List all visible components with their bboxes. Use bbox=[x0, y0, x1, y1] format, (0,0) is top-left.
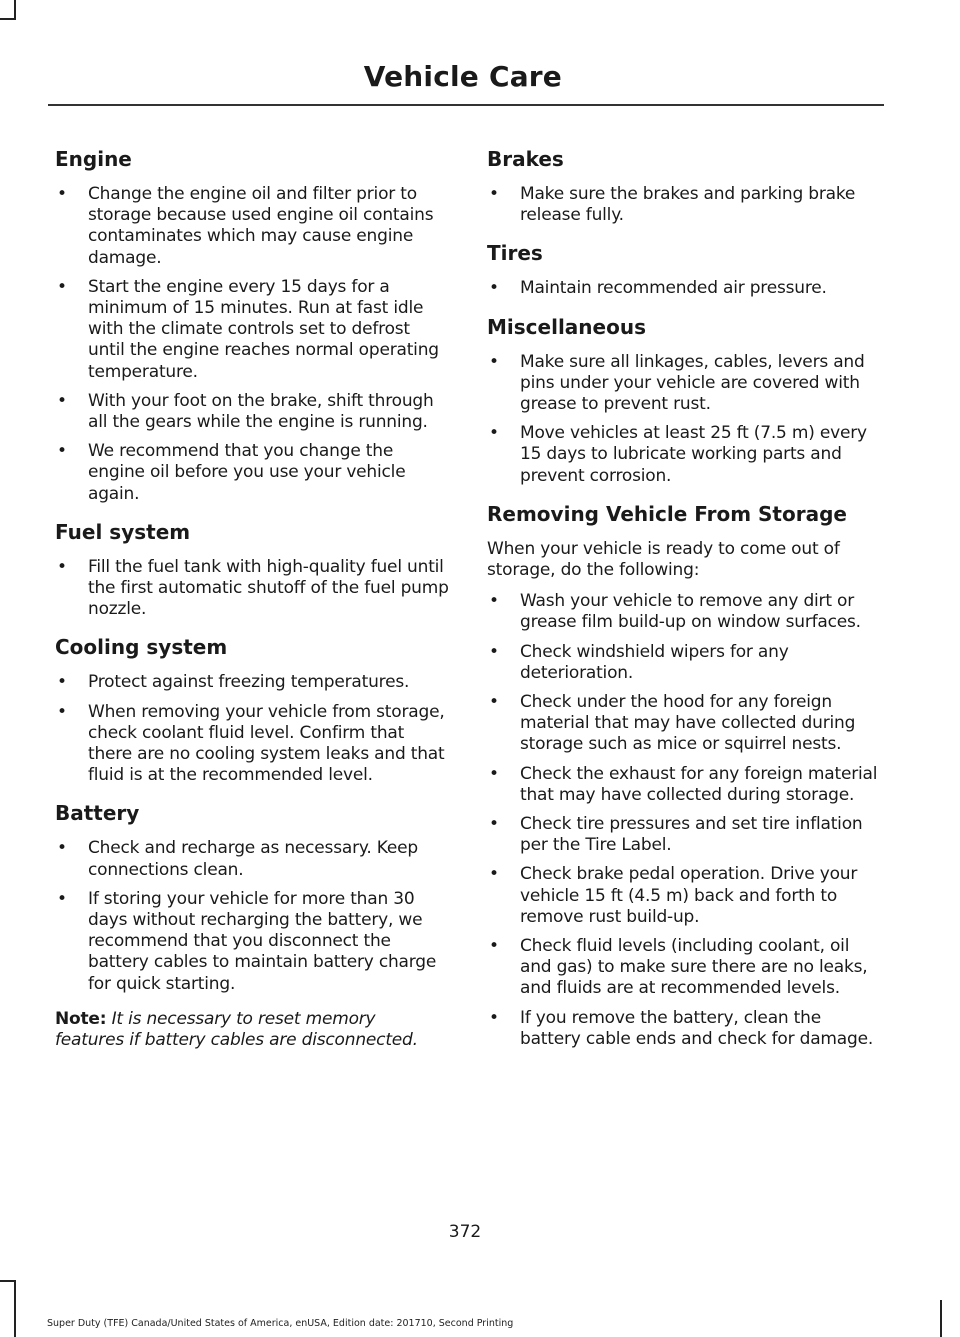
battery-section bbox=[55, 800, 449, 1051]
list-item: • Maintain recommended air pressure. bbox=[487, 278, 881, 299]
list-item: • Protect against freezing temperatures. bbox=[55, 672, 449, 693]
crop-mark-bottom-left-v bbox=[14, 1280, 16, 1337]
list-item: • Check tire pressures and set tire inflation per the Tire Label. bbox=[487, 814, 881, 856]
brakes-list bbox=[487, 184, 881, 226]
cooling-heading: Cooling system bbox=[55, 635, 228, 660]
list-item: • Fill the fuel tank with high-quality fuel until the first automatic shutoff of the fuel pump nozzle. bbox=[55, 557, 449, 621]
list-item: • If you remove the battery, clean the battery cable ends and check for damage. bbox=[487, 1008, 881, 1050]
crop-mark-top-left-h bbox=[0, 18, 16, 20]
engine-heading: Engine bbox=[55, 147, 132, 171]
right-column bbox=[487, 146, 881, 1064]
removing-section bbox=[487, 501, 881, 1050]
list-item: • Wash your vehicle to remove any dirt or grease film build-up on window surfaces. bbox=[487, 591, 881, 633]
list-item: • Move vehicles at least 25 ft (7.5 m) every 15 days to lubricate working parts and prevent corrosion. bbox=[487, 423, 881, 487]
list-item: • Start the engine every 15 days for a minimum of 15 minutes. Run at fast idle with the climate controls set to defrost until the engine reaches normal operating temperature. bbox=[55, 277, 449, 383]
brakes-heading: Brakes bbox=[487, 147, 564, 171]
list-item: • If storing your vehicle for more than 30 days without recharging the battery, we recommend that you disconnect the battery cables to maintain battery charge for quick starting. bbox=[55, 889, 449, 995]
misc-section bbox=[487, 314, 881, 487]
list-item: • Check and recharge as necessary. Keep connections clean. bbox=[55, 838, 449, 880]
engine-list bbox=[55, 184, 449, 505]
left-column bbox=[55, 146, 449, 1061]
removing-heading: Removing Vehicle From Storage bbox=[487, 501, 847, 526]
list-item: • Check windshield wipers for any deterioration. bbox=[487, 642, 881, 684]
engine-section bbox=[55, 146, 449, 505]
fuel-section bbox=[55, 519, 449, 621]
cooling-section bbox=[55, 634, 449, 786]
removing-list bbox=[487, 591, 881, 1050]
tires-heading: Tires bbox=[487, 241, 543, 266]
list-item: • When removing your vehicle from storage, check coolant fluid level. Confirm that there are no cooling system leaks and that fluid is at the recommended level. bbox=[55, 702, 449, 787]
list-item: • We recommend that you change the engine oil before you use your vehicle again. bbox=[55, 441, 449, 505]
list-item: • Check under the hood for any foreign material that may have collected during storage such as mice or squirrel nests. bbox=[487, 692, 881, 756]
battery-heading: Battery bbox=[55, 801, 140, 826]
crop-mark-bottom-left-h bbox=[0, 1280, 16, 1282]
brakes-section bbox=[487, 146, 881, 226]
page-title: Vehicle Care bbox=[363, 60, 562, 93]
footer-edition: Super Duty (TFE) Canada/United States of America, enUSA, Edition date: 201710, Second Printing bbox=[47, 1318, 514, 1329]
list-item: • Make sure the brakes and parking brake release fully. bbox=[487, 184, 881, 226]
fuel-list bbox=[55, 557, 449, 621]
list-item: • Check the exhaust for any foreign material that may have collected during storage. bbox=[487, 764, 881, 806]
fuel-heading: Fuel system bbox=[55, 519, 191, 544]
tires-section bbox=[487, 240, 881, 299]
misc-heading: Miscellaneous bbox=[487, 314, 646, 339]
header-divider bbox=[48, 104, 884, 106]
note-text: It is necessary to reset memory features if battery cables are disconnected. bbox=[55, 1008, 418, 1051]
crop-mark-top-left-v bbox=[14, 0, 16, 20]
crop-mark-bottom-right-v bbox=[940, 1300, 942, 1337]
list-item: • Change the engine oil and filter prior to storage because used engine oil contains contaminates which may cause engine damage. bbox=[55, 184, 449, 269]
list-item: • Check brake pedal operation. Drive your vehicle 15 ft (4.5 m) back and forth to remove rust build-up. bbox=[487, 864, 881, 928]
list-item: • Check fluid levels (including coolant, oil and gas) to make sure there are no leaks, and fluids are at recommended levels. bbox=[487, 936, 881, 1000]
tires-list bbox=[487, 278, 881, 299]
page-number: 372 bbox=[448, 1222, 482, 1242]
note-label: Note: bbox=[55, 1008, 107, 1029]
list-item: • Make sure all linkages, cables, levers and pins under your vehicle are covered with grease to prevent rust. bbox=[487, 352, 881, 416]
removing-intro: When your vehicle is ready to come out of storage, do the following: bbox=[487, 538, 840, 581]
battery-list bbox=[55, 838, 449, 994]
misc-list bbox=[487, 352, 881, 487]
battery-note bbox=[55, 1009, 449, 1051]
list-item: • With your foot on the brake, shift through all the gears while the engine is running. bbox=[55, 391, 449, 433]
cooling-list bbox=[55, 672, 449, 786]
